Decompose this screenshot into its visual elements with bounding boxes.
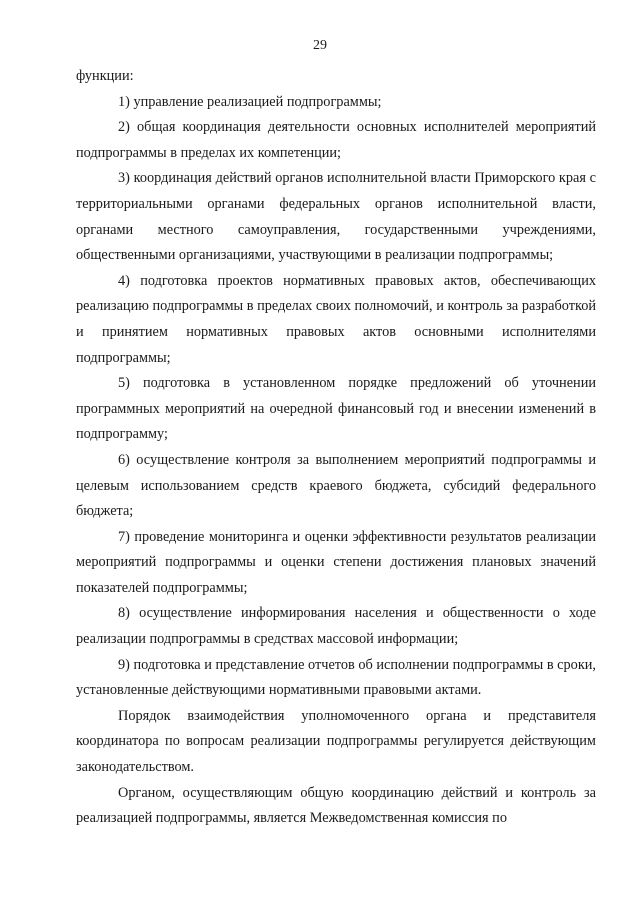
paragraph-continuation: функции: xyxy=(76,68,134,84)
paragraph-item-7: 7) проведение мониторинга и оценки эффективности результатов реализации мероприятий подпрограммы и оценки степени достижения плановых значений показателей подпрограммы; xyxy=(76,528,596,596)
paragraph-interaction-order: Порядок взаимодействия уполномоченного органа и представителя координатора по вопросам реализации подпрограммы регулируется действующим законодательством. xyxy=(76,707,596,776)
paragraph-item-8: 8) осуществление информирования населения и общественности о ходе реализации подпрограммы в средствах массовой информации; xyxy=(76,605,596,648)
paragraph-item-3: 3) координация действий органов исполнительной власти Приморского края с территориальными органами федеральных органов исполнительной власти, органами местного самоуправления, государственными учреждениями, общественными организациями, участвующими в реализации подпрограммы; xyxy=(76,170,596,264)
page-number: 29 xyxy=(313,38,327,53)
paragraph-item-6: 6) осуществление контроля за выполнением мероприятий подпрограммы и целевым использованием средств краевого бюджета, субсидий федерального бюджета; xyxy=(76,451,596,520)
paragraph-item-1: 1) управление реализацией подпрограммы; xyxy=(118,93,382,110)
body-text xyxy=(76,64,596,832)
paragraph-item-4: 4) подготовка проектов нормативных правовых актов, обеспечивающих реализацию подпрограммы в пределах своих полномочий, и контроль за разработкой и принятием нормативных правовых актов основными исполнителями подпрограммы; xyxy=(76,272,596,366)
paragraph-item-9: 9) подготовка и представление отчетов об исполнении подпрограммы в сроки, установленные действующими нормативными правовыми актами. xyxy=(76,656,596,699)
paragraph-item-5: 5) подготовка в установленном порядке предложений об уточнении программных мероприятий на очередной финансовый год и внесении изменений в подпрограмму; xyxy=(76,375,596,443)
paragraph-item-2: 2) общая координация деятельности основных исполнителей мероприятий подпрограммы в пределах их компетенции; xyxy=(76,119,596,161)
paragraph-coordination-body: Органом, осуществляющим общую координацию действий и контроль за реализацией подпрограммы, является Межведомственная комиссия по xyxy=(76,784,596,827)
